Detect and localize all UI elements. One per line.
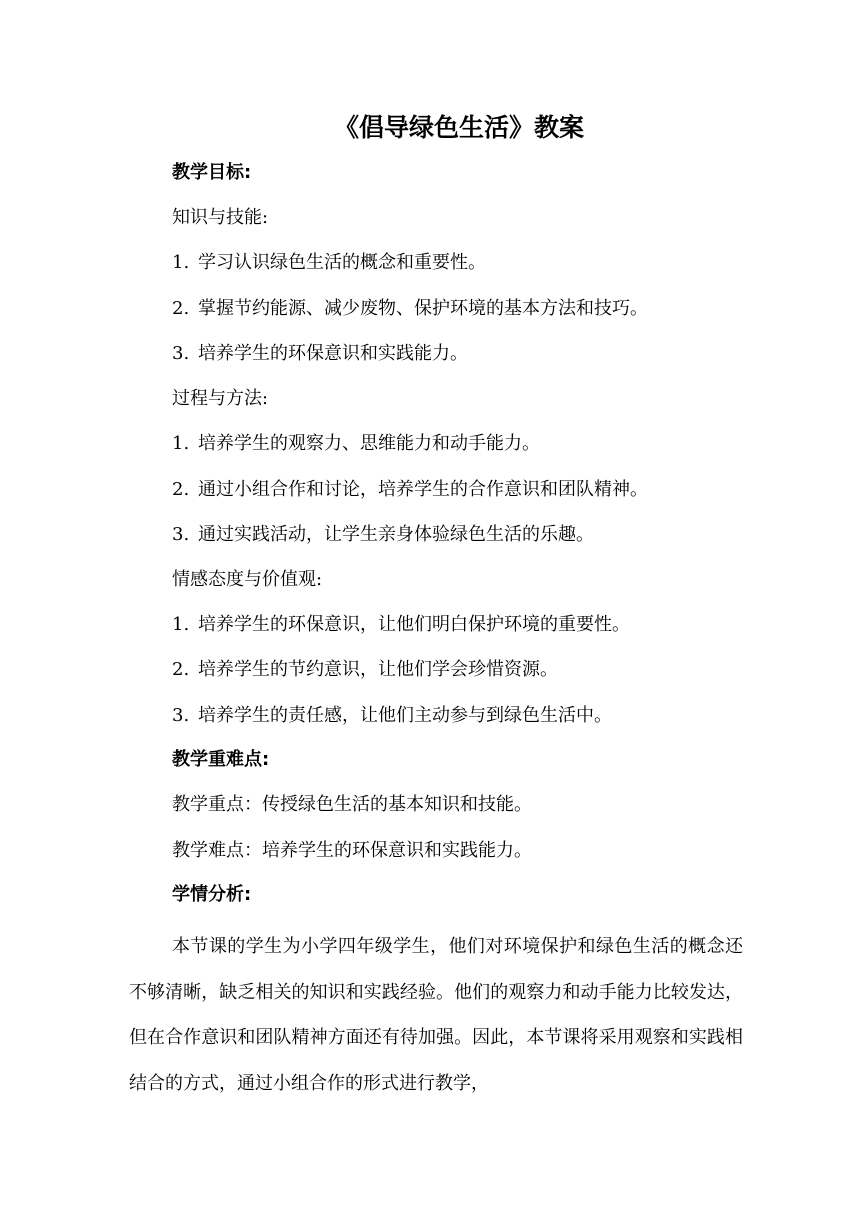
list-number: 3. — [172, 705, 190, 726]
list-number: 2. — [172, 298, 190, 319]
objectives-heading: 教学目标: — [172, 162, 252, 183]
list-text: 培养学生的节约意识，让他们学会珍惜资源。 — [198, 659, 558, 680]
list-text: 掌握节约能源、减少废物、保护环境的基本方法和技巧。 — [198, 298, 648, 319]
process-methods-label: 过程与方法: — [172, 388, 269, 409]
list-item — [172, 340, 468, 368]
teaching-focus: 教学重点：传授绿色生活的基本知识和技能。 — [172, 794, 532, 815]
list-number: 2. — [172, 659, 190, 680]
list-item — [172, 430, 540, 458]
teaching-difficulty: 教学难点：培养学生的环保意识和实践能力。 — [172, 840, 532, 861]
list-item — [172, 611, 630, 639]
list-item — [172, 476, 648, 504]
list-text: 培养学生的观察力、思维能力和动手能力。 — [198, 433, 540, 454]
list-number: 1. — [172, 252, 190, 273]
list-number: 1. — [172, 433, 190, 454]
list-item — [172, 656, 558, 684]
list-item — [172, 702, 612, 730]
list-number: 3. — [172, 343, 190, 364]
analysis-paragraph: 本节课的学生为小学四年级学生，他们对环境保护和绿色生活的概念还不够清晰，缺乏相关的知识和实践经验。他们的观察力和动手能力比较发达，但在合作意识和团队精神方面还有待加强。因此，本节课将采用观察和实践相结合的方式，通过小组合作的形式进行教学， — [129, 936, 743, 1094]
list-item — [172, 521, 594, 549]
document-title: 《倡导绿色生活》教案 — [333, 113, 584, 142]
knowledge-skills-label: 知识与技能: — [172, 207, 269, 228]
list-item — [172, 249, 486, 277]
list-number: 3. — [172, 524, 190, 545]
list-text: 培养学生的环保意识和实践能力。 — [198, 343, 468, 364]
list-number: 1. — [172, 614, 190, 635]
list-text: 通过实践活动，让学生亲身体验绿色生活的乐趣。 — [198, 524, 594, 545]
list-text: 培养学生的责任感，让他们主动参与到绿色生活中。 — [198, 705, 612, 726]
analysis-heading: 学情分析: — [172, 884, 252, 905]
list-text: 学习认识绿色生活的概念和重要性。 — [198, 252, 486, 273]
emotion-values-label: 情感态度与价值观: — [172, 569, 323, 590]
list-text: 通过小组合作和讨论，培养学生的合作意识和团队精神。 — [198, 479, 648, 500]
key-points-heading: 教学重难点: — [172, 749, 270, 770]
list-item — [172, 295, 648, 323]
list-text: 培养学生的环保意识，让他们明白保护环境的重要性。 — [198, 614, 630, 635]
list-number: 2. — [172, 479, 190, 500]
